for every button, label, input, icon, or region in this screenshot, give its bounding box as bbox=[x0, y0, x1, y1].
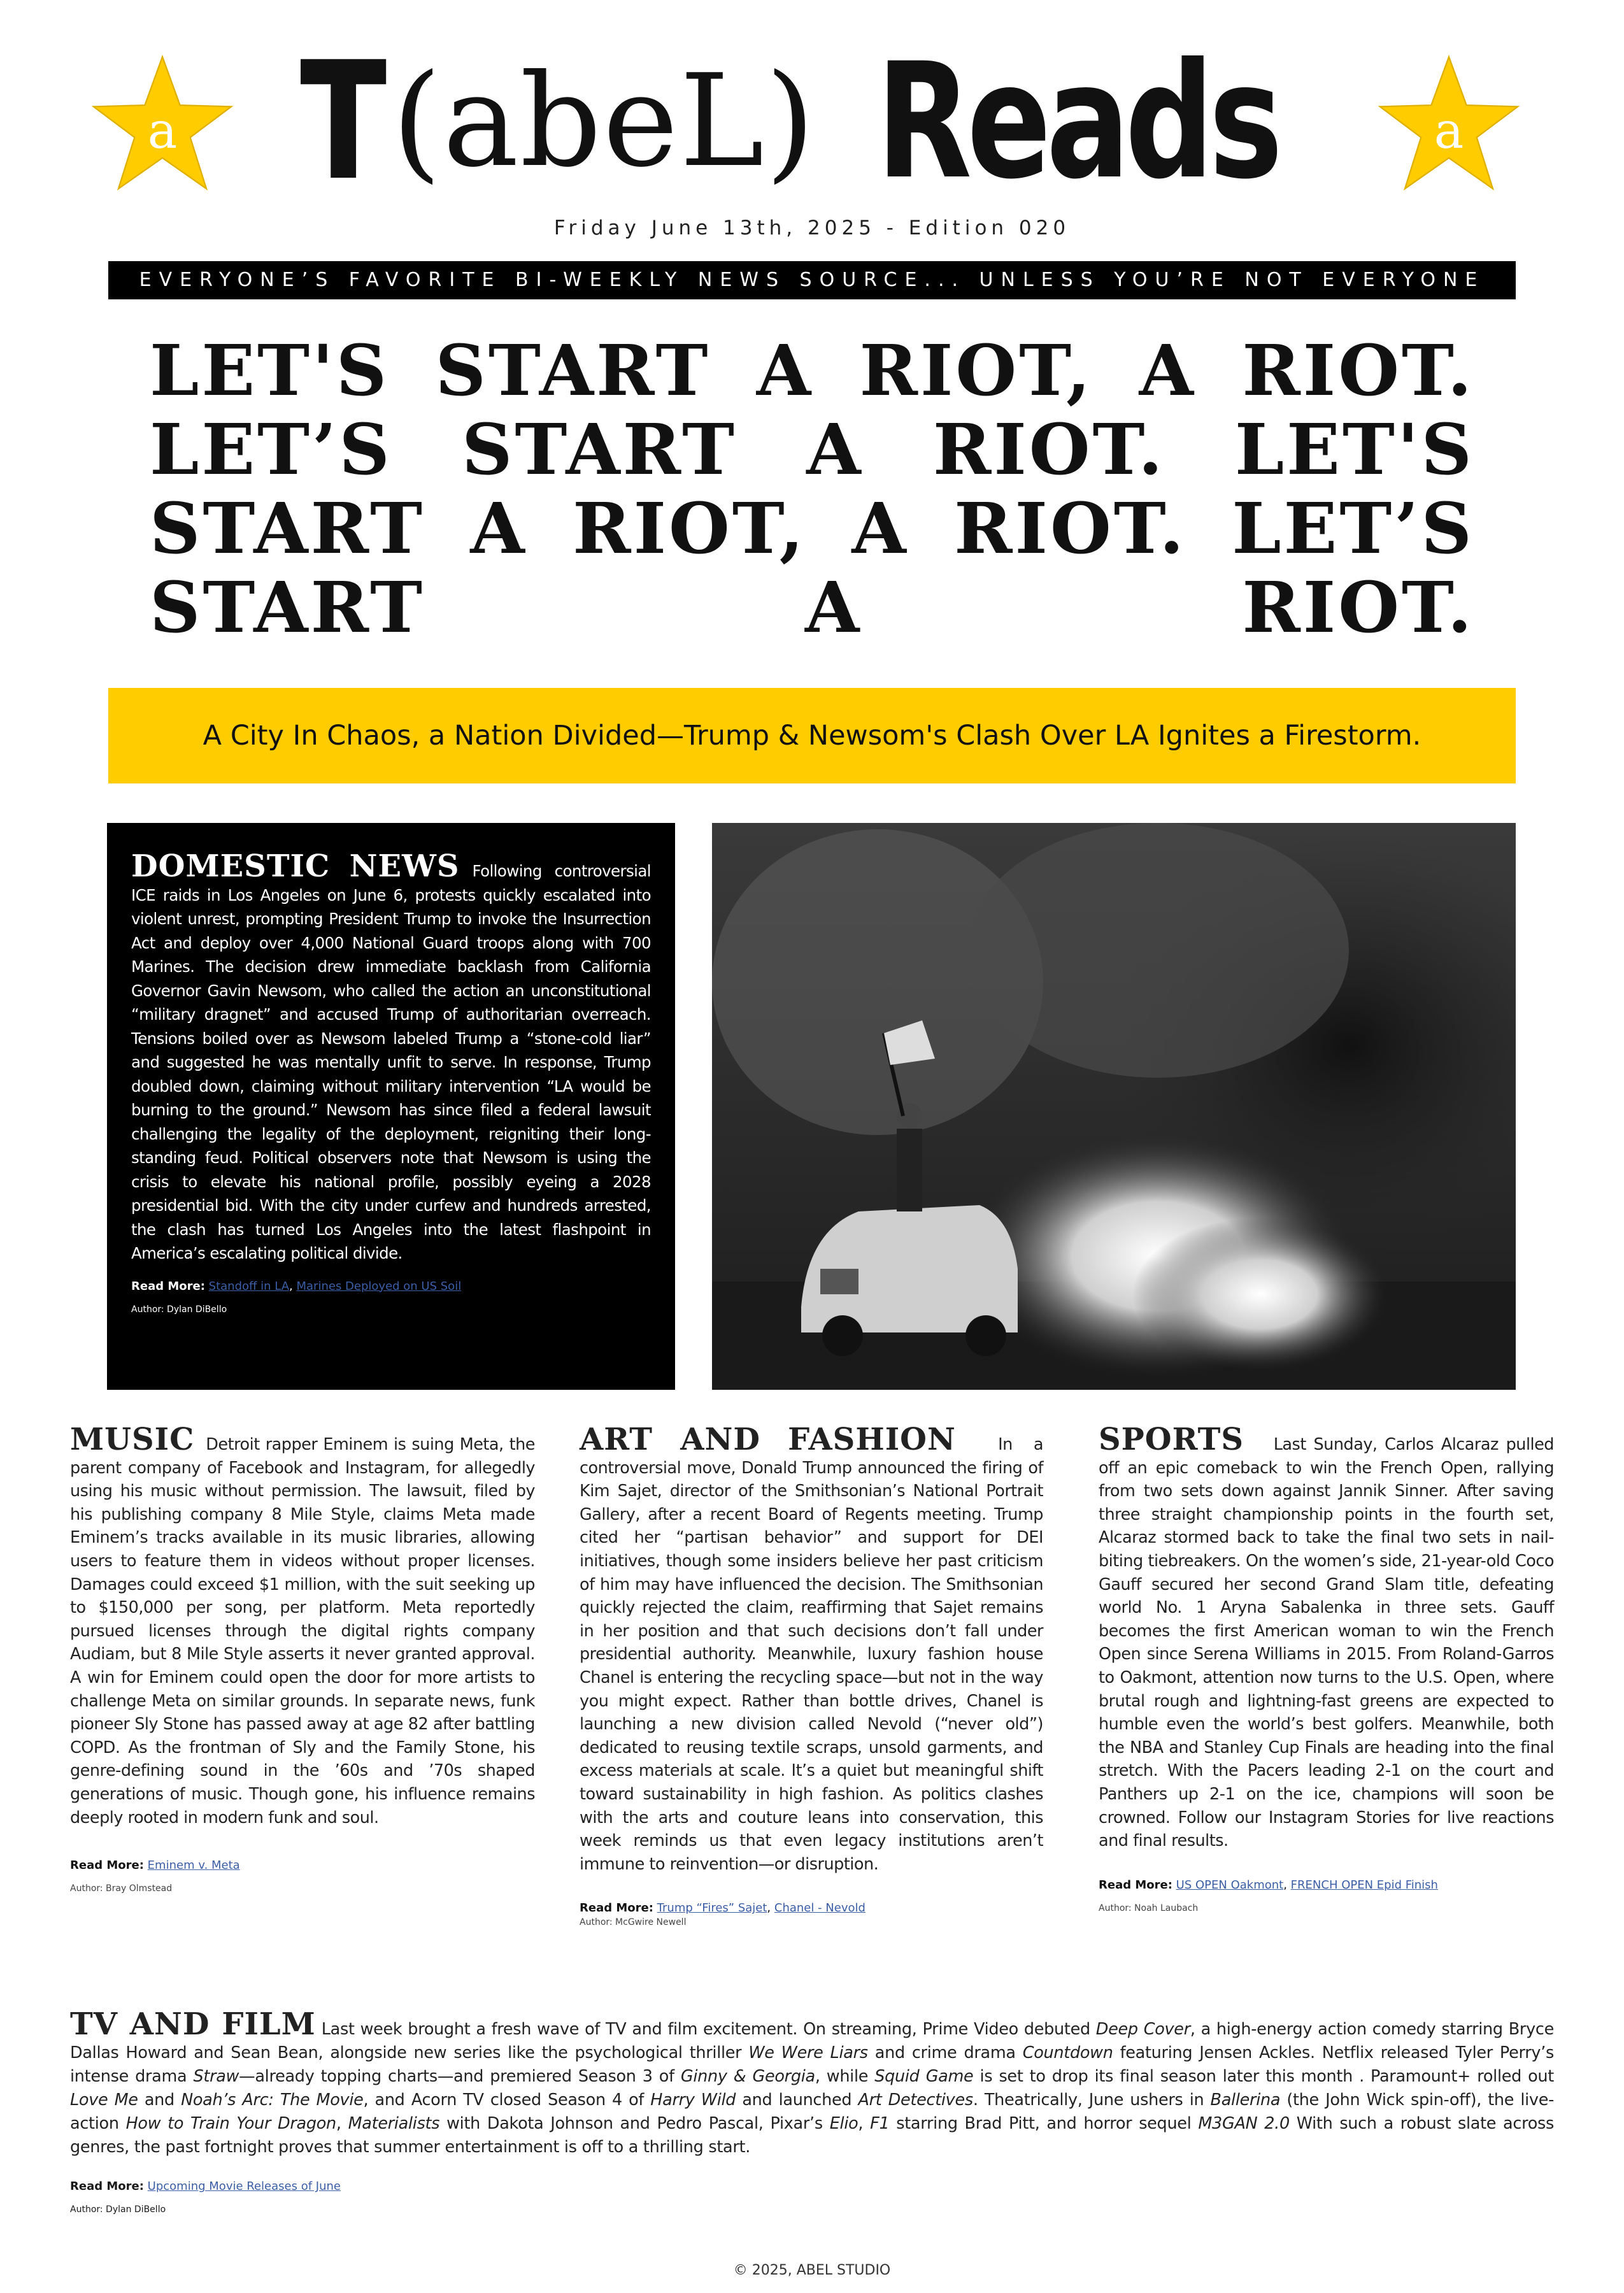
music-body: Detroit rapper Eminem is suing Meta, the parent company of Facebook and Instagram, for allegedly using his music without permission. The lawsuit, filed by his publishing company 8 Mile Style, claims Meta made Eminem’s tracks available in its music libraries, allowing users to feature them in videos without proper licenses. Damages could exceed $1 million, with the suit seeking up to $150,000 per song, per platform. Meta reportedly pursued licenses through the digital rights company Audiam, but 8 Mile Style asserts it never granted approval. A win for Eminem could open the door for more artists to challenge Meta on similar grounds. In separate news, funk pioneer Sly Stone has passed away at age 82 after battling COPD. As the frontman of Sly and the Family Stone, his genre-defining sound in the ’60s and ’70s shaped generations of music. Though gone, his influence remains deeply rooted in modern funk and soul. bbox=[70, 1435, 535, 1827]
protest-photo bbox=[712, 823, 1516, 1390]
domestic-author: Author: Dylan DiBello bbox=[131, 1304, 227, 1315]
tvfilm-text: (the John Wick spin-off), the live-action bbox=[70, 2090, 1554, 2133]
main-headline: LET'S START A RIOT, A RIOT. LET’S START A RIOT. LET'S START A RIOT, A RIOT. LET’S START A RIOT. bbox=[150, 329, 1474, 648]
tvfilm-text: and bbox=[138, 2090, 182, 2110]
subheadline-bar bbox=[108, 688, 1516, 783]
art-fashion-section bbox=[580, 1422, 1043, 1928]
link-standoff-in-la[interactable]: Standoff in LA bbox=[208, 1279, 290, 1293]
sports-body-block bbox=[1099, 1422, 1554, 1853]
link-marines-deployed[interactable]: Marines Deployed on US Soil bbox=[296, 1279, 462, 1293]
tvfilm-text: featuring Jensen Ackles. Netflix released Tyler Perry’s intense drama bbox=[70, 2043, 1554, 2086]
tagline-bar: EVERYONE’S FAVORITE BI-WEEKLY NEWS SOURCE... UNLESS YOU’RE NOT EVERYONE bbox=[108, 261, 1516, 299]
link-french-open-finish[interactable]: FRENCH OPEN Epid Finish bbox=[1290, 1878, 1438, 1892]
tvfilm-title-ref: Art Detectives bbox=[858, 2090, 973, 2110]
music-author: Author: Bray Olmstead bbox=[70, 1883, 173, 1894]
sports-body: Last Sunday, Carlos Alcaraz pulled off an epic comeback to win the French Open, rallying from two sets down against Jannik Sinner. After saving three straight championship points in the fourth set, Alcaraz stormed back to take the final two sets in nail-biting tiebreakers. On the women’s side, 21-year-old Coco Gauff secured her second Grand Slam title, defeating world No. 1 Aryna Sabalenka in three sets. Gauff becomes the first American woman to win the French Open since Serena Williams in 2015. From Roland-Garros to Oakmont, attention now turns to the U.S. Open, where brutal rough and lightning-fast greens are expected to humble even the world’s best golfers. Meanwhile, both the NBA and Stanley Cup Finals are heading into the final stretch. With the Pacers leading 2-1 on the court and Panthers up 2-1 on the ice, champions will soon be crowned. Follow our Instagram Stories for live reactions and final results. bbox=[1099, 1435, 1554, 1851]
tvfilm-text: Last week brought a fresh wave of TV and film excitement. On streaming, Prime Video debuted bbox=[321, 2020, 1096, 2039]
subheadline: A City In Chaos, a Nation Divided—Trump & Newsom's Clash Over LA Ignites a Firestorm. bbox=[203, 720, 1421, 752]
link-chanel-nevold[interactable]: Chanel - Nevold bbox=[774, 1901, 865, 1915]
tvfilm-title-ref: Countdown bbox=[1022, 2043, 1113, 2062]
tvfilm-title-ref: Elio bbox=[829, 2114, 858, 2133]
tvfilm-text: —already topping charts—and premiered Season 3 of bbox=[239, 2067, 681, 2086]
tvfilm-text: . Theatrically, June ushers in bbox=[972, 2090, 1211, 2110]
sports-author: Author: Noah Laubach bbox=[1099, 1903, 1199, 1913]
tvfilm-title-ref: Straw bbox=[193, 2067, 239, 2086]
domestic-body-block bbox=[131, 848, 651, 1266]
read-more-label: Read More: bbox=[580, 1901, 653, 1915]
tvfilm-title-ref: Noah’s Arc: The Movie bbox=[181, 2090, 364, 2110]
sports-read-more: Read More: US OPEN Oakmont, FRENCH OPEN Epid Finish bbox=[1099, 1878, 1438, 1892]
read-more-label: Read More: bbox=[70, 2180, 144, 2193]
masthead-title bbox=[0, 28, 1624, 214]
protest-photo-illustration bbox=[712, 823, 1516, 1390]
sports-title: SPORTS bbox=[1099, 1422, 1244, 1457]
link-upcoming-movie-releases[interactable]: Upcoming Movie Releases of June bbox=[147, 2180, 341, 2193]
tvfilm-text: , a high-energy action comedy starring Bryce Dallas Howard and Sean Bean, alongside new series like the psychological thriller bbox=[70, 2020, 1554, 2062]
art-body: In a controversial move, Donald Trump announced the firing of Kim Sajet, director of the Smithsonian’s National Portrait Gallery, after a recent Board of Regents meeting. Trump cited her “partisan behavior” and support for DEI initiatives, though some insiders believe her past criticism of him may have influenced the decision. The Smithsonian quickly rejected the claim, reaffirming that Sajet remains in her position and that such decisions don’t fall under presidential authority. Meanwhile, luxury fashion house Chanel is entering the recycling space—but not in the way you might expect. Rather than bottle drives, Chanel is launching a new division called Nevold (“never old”) dedicated to reusing textile scraps, unsold garments, and excess materials at scale. It’s a quiet but meaningful shift toward sustainability in high fashion. As politics clashes with the arts and couture leans into conservation, this week reminds us that even legacy institutions aren’t immune to reinvention—or disruption. bbox=[580, 1435, 1043, 1874]
art-author: Author: McGwire Newell bbox=[580, 1917, 687, 1928]
art-body-block bbox=[580, 1422, 1043, 1876]
tvfilm-text: and launched bbox=[736, 2090, 858, 2110]
tvfilm-title-ref: F1 bbox=[870, 2114, 890, 2133]
tvfilm-text: starring Brad Pitt, and horror sequel bbox=[889, 2114, 1199, 2133]
tvfilm-title-ref: Materialists bbox=[348, 2114, 440, 2133]
read-more-label: Read More: bbox=[1099, 1878, 1172, 1892]
link-us-open-oakmont[interactable]: US OPEN Oakmont bbox=[1176, 1878, 1284, 1892]
read-more-label: Read More: bbox=[70, 1859, 144, 1873]
tvfilm-author: Author: Dylan DiBello bbox=[70, 2204, 166, 2215]
tvfilm-text: is set to drop its final season later this month . Paramount+ rolled out bbox=[973, 2067, 1554, 2086]
tvfilm-read-more bbox=[70, 2180, 1554, 2193]
tvfilm-title-ref: How to Train Your Dragon bbox=[125, 2114, 336, 2133]
link-trump-fires-sajet[interactable]: Trump “Fires” Sajet bbox=[657, 1901, 767, 1915]
art-read-more: Read More: Trump “Fires” Sajet, Chanel - Nevold bbox=[580, 1901, 865, 1915]
music-section bbox=[70, 1422, 535, 1894]
tvfilm-text: , and Acorn TV closed Season 4 of bbox=[363, 2090, 651, 2110]
masthead-reads: Reads bbox=[876, 28, 1278, 214]
tvfilm-title-ref: Deep Cover bbox=[1095, 2020, 1190, 2039]
tvfilm-title-ref: Harry Wild bbox=[650, 2090, 736, 2110]
domestic-body: Following controversial ICE raids in Los Angeles on June 6, protests quickly escalated into violent unrest, prompting President Trump to invoke the Insurrection Act and deploy over 4,000 National Guard troops along with 700 Marines. The decision drew immediate backlash from California Governor Gavin Newsom, who called the action an unconstitutional “military dragnet” and accused Trump of authoritarian overreach. Tensions boiled over as Newsom labeled Trump a “stone-cold liar” and suggested he was mentally unfit to serve. In response, Trump doubled down, claiming without military intervention “LA would be burning to the ground.” Newsom has since filed a federal lawsuit challenging the legality of the deployment, reigniting their long-standing feud. Political observers note that Newsom is using the crisis to elevate his national profile, possibly eyeing a 2028 presidential bid. With the city under curfew and hundreds arrested, the clash has turned Los Angeles into the latest flashpoint in America’s escalating political divide. bbox=[131, 862, 651, 1262]
tvfilm-text: and crime drama bbox=[867, 2043, 1023, 2062]
tvfilm-text: with Dakota Johnson and Pedro Pascal, Pixar’s bbox=[439, 2114, 830, 2133]
music-read-more bbox=[70, 1859, 535, 1872]
dateline: Friday June 13th, 2025 - Edition 020 bbox=[553, 217, 1071, 239]
masthead-abel: (abeL) bbox=[392, 46, 816, 196]
tvfilm-title-ref: Love Me bbox=[70, 2090, 138, 2110]
tvfilm-text: , bbox=[858, 2114, 871, 2133]
tvfilm-title-ref: M3GAN 2.0 bbox=[1198, 2114, 1290, 2133]
sports-section bbox=[1099, 1422, 1554, 1913]
tvfilm-body-block bbox=[70, 2006, 1554, 2159]
footer-copyright: © 2025, ABEL STUDIO bbox=[733, 2262, 891, 2278]
link-eminem-v-meta[interactable]: Eminem v. Meta bbox=[147, 1859, 240, 1873]
tvfilm-text: , bbox=[336, 2114, 348, 2133]
tvfilm-title-ref: We Were Liars bbox=[748, 2043, 868, 2062]
domestic-news-section bbox=[107, 823, 675, 1390]
star-glyph: a bbox=[147, 101, 178, 160]
tvfilm-title-ref: Squid Game bbox=[874, 2067, 974, 2086]
tv-film-section bbox=[70, 2006, 1554, 2215]
star-glyph: a bbox=[1434, 101, 1464, 160]
art-title: ART AND FASHION bbox=[580, 1422, 956, 1457]
tvfilm-text: With such a robust slate across genres, the past fortnight proves that summer entertainment is off to a thrilling start. bbox=[70, 2114, 1554, 2157]
tvfilm-title-ref: Ginny & Georgia bbox=[680, 2067, 815, 2086]
domestic-title: DOMESTIC NEWS bbox=[131, 848, 460, 884]
masthead-t: T bbox=[301, 28, 381, 214]
tvfilm-title-ref: Ballerina bbox=[1210, 2090, 1281, 2110]
tvfilm-text: , while bbox=[815, 2067, 875, 2086]
read-more-label: Read More: bbox=[131, 1279, 205, 1293]
music-body-block bbox=[70, 1422, 535, 1829]
music-title: MUSIC bbox=[70, 1422, 195, 1457]
domestic-read-more: Read More: Standoff in LA, Marines Deployed on US Soil bbox=[131, 1279, 462, 1293]
tvfilm-title: TV AND FILM bbox=[70, 2006, 316, 2042]
